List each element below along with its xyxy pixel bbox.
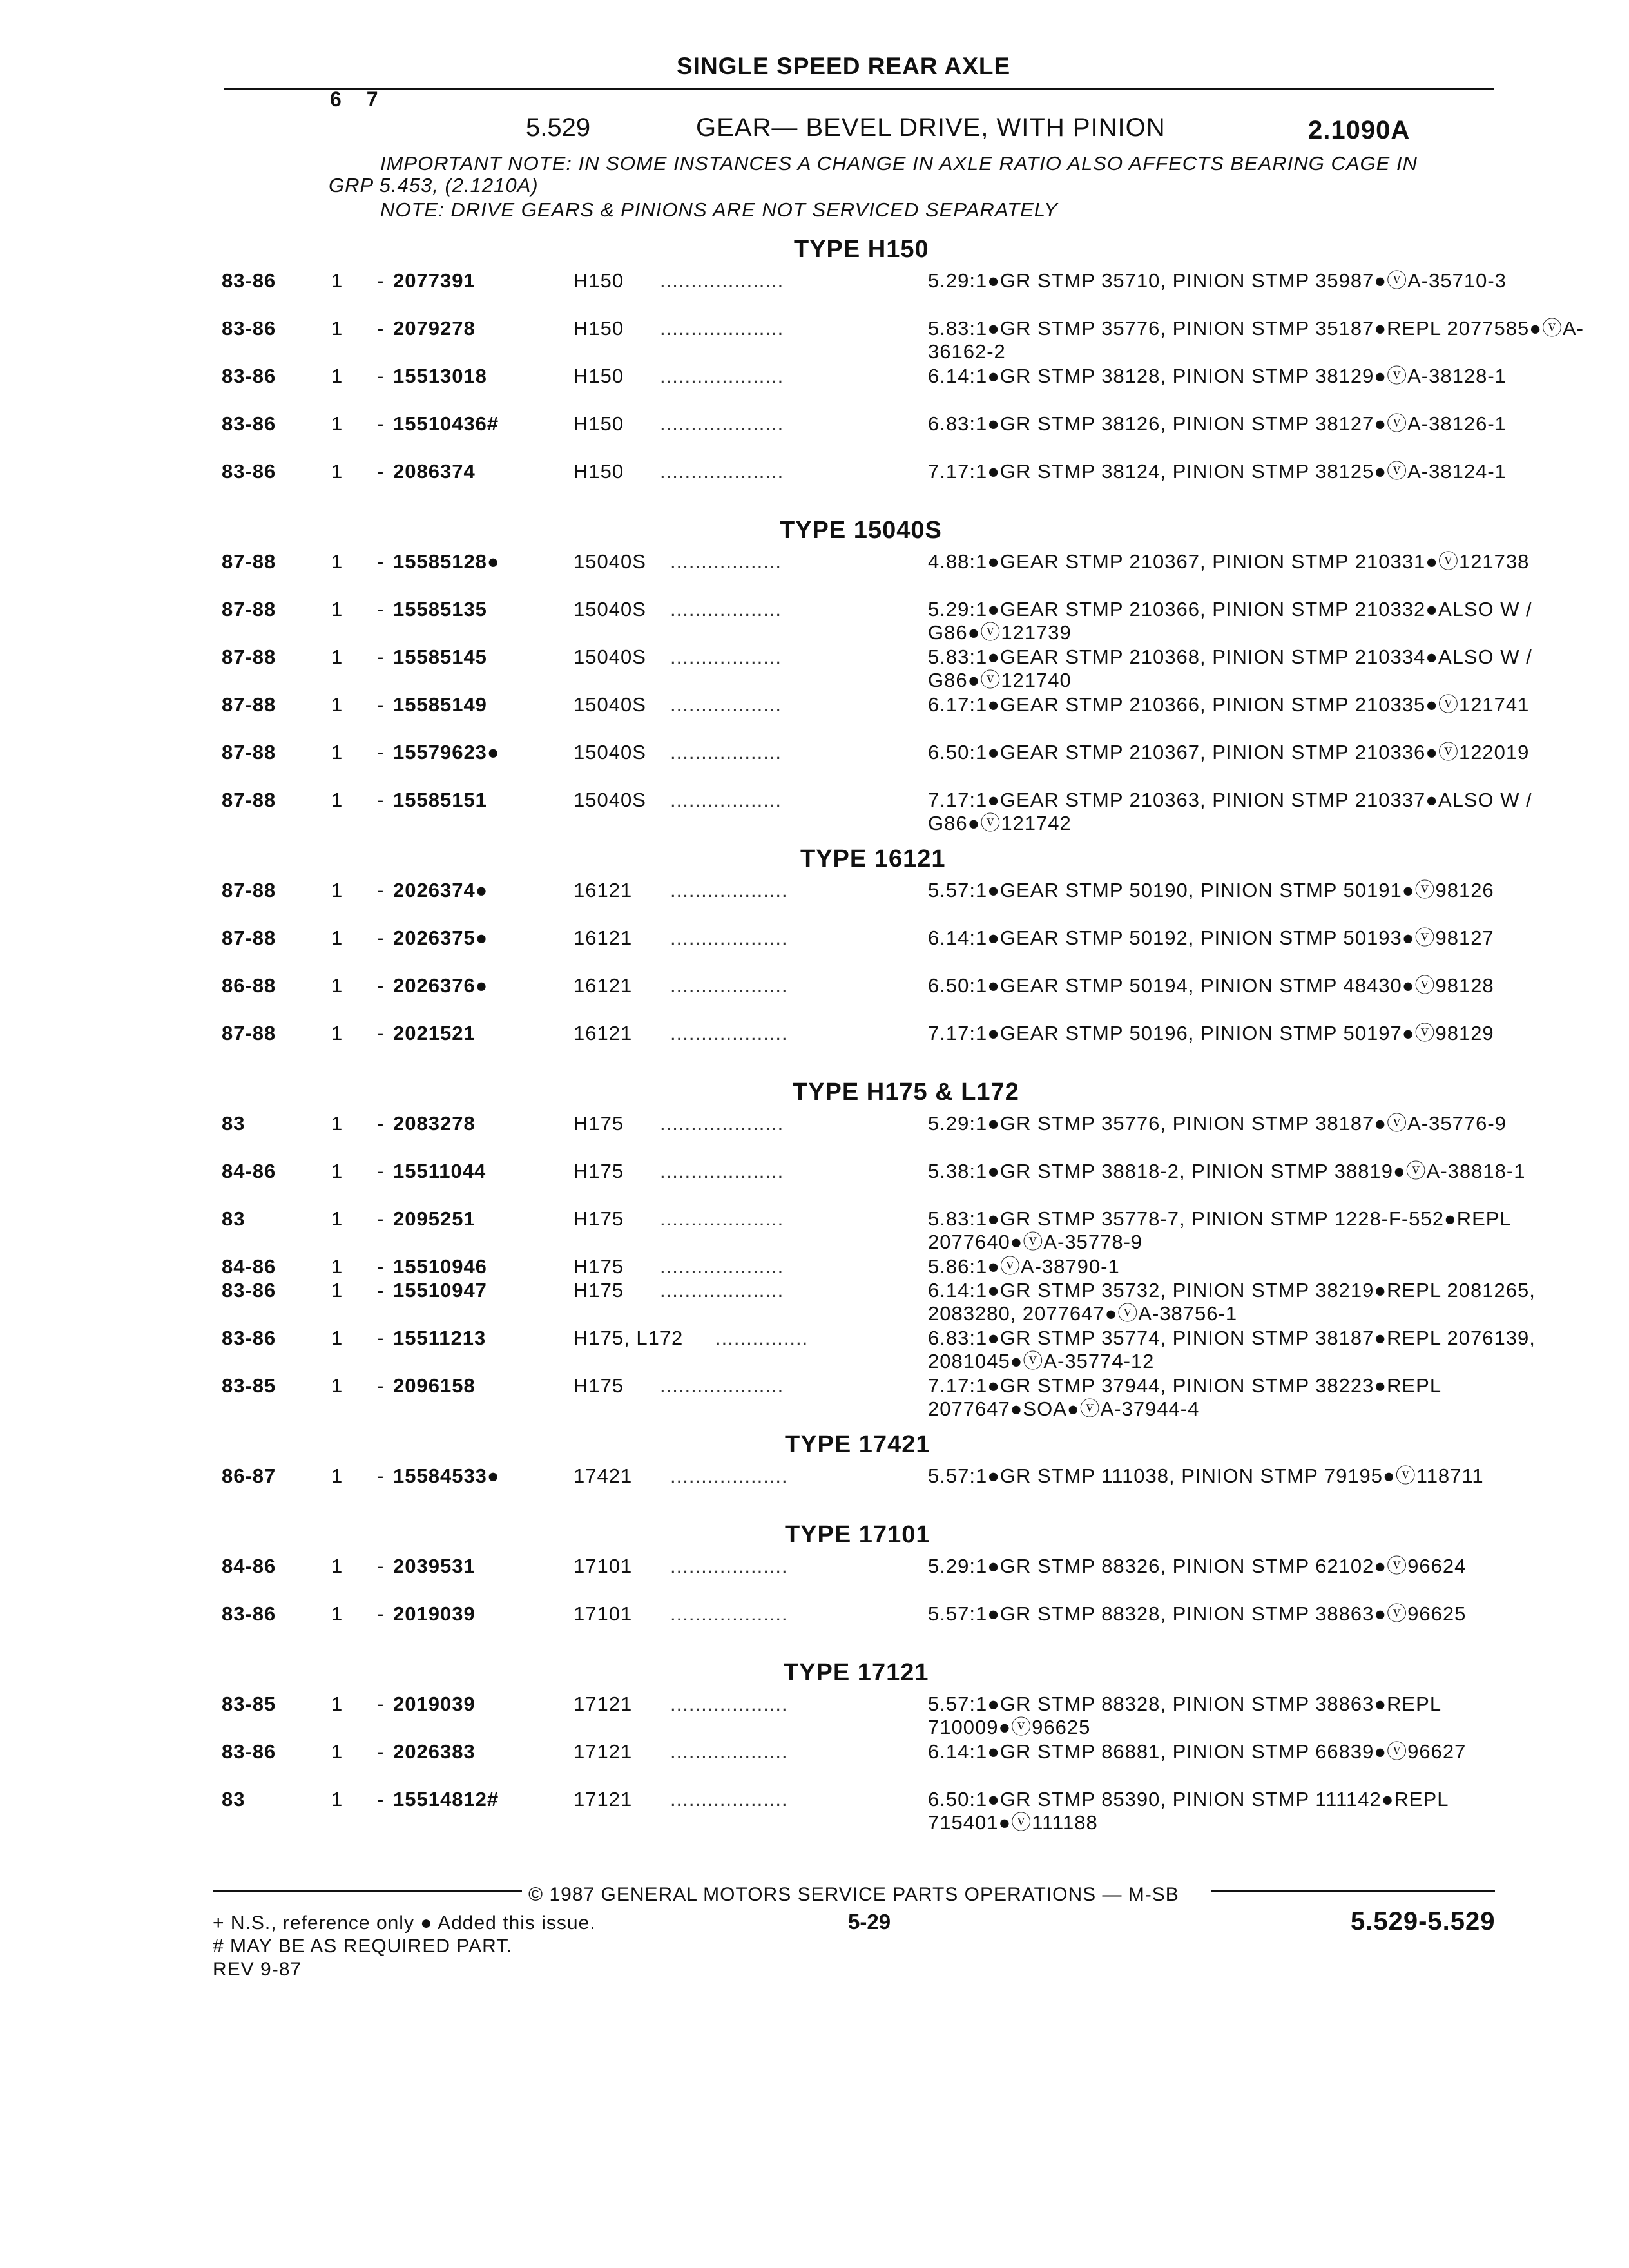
part-description: 6.17:1●GEAR STMP 210366, PINION STMP 210335●ⓥ121741: [928, 693, 1530, 716]
part-description: 6.83:1●GR STMP 35774, PINION STMP 38187●REPL 2076139, 2081045●ⓥA-35774-12: [928, 1327, 1536, 1372]
legend-as-required: # MAY BE AS REQUIRED PART.: [213, 1936, 513, 1957]
axle-model: 16121: [574, 879, 633, 901]
quantity: 1: [331, 1279, 343, 1302]
axle-model: H150: [574, 412, 624, 435]
axle-model: 16121: [574, 927, 633, 949]
quantity: 1: [331, 1555, 343, 1577]
quantity: 1: [331, 1602, 343, 1625]
part-number: 2026376●: [393, 974, 488, 997]
part-description: 5.83:1●GR STMP 35776, PINION STMP 35187●REPL 2077585●ⓥA-36162-2: [928, 317, 1584, 363]
parts-row: [0, 1022, 1629, 1070]
part-description: 5.29:1●GR STMP 35710, PINION STMP 35987●ⓥA-35710-3: [928, 269, 1507, 292]
axle-model: 16121: [574, 1022, 633, 1044]
leader-dots: ....................: [660, 1160, 784, 1182]
part-description: 5.57:1●GR STMP 88328, PINION STMP 38863●ⓥ96625: [928, 1602, 1467, 1625]
part-number: 15584533●: [393, 1465, 500, 1487]
part-number: 2086374: [393, 460, 476, 483]
quantity: 1: [331, 1740, 343, 1763]
quantity: 1: [331, 1207, 343, 1230]
leader-dots: ...................: [670, 1602, 788, 1625]
parts-row: [0, 269, 1629, 317]
part-number: 15585145: [393, 646, 487, 668]
model-years: 83-85: [222, 1693, 276, 1715]
parts-row: [0, 598, 1629, 646]
parts-row: [0, 412, 1629, 460]
part-number: 15585135: [393, 598, 487, 620]
parts-row: [0, 550, 1629, 598]
leader-dots: ...................: [670, 974, 788, 997]
axle-model: 17121: [574, 1788, 633, 1811]
quantity: 1: [331, 317, 343, 340]
model-years: 83-86: [222, 269, 276, 292]
quantity: 1: [331, 1374, 343, 1397]
part-number: 2077391: [393, 269, 476, 292]
part-description: 5.83:1●GR STMP 35778-7, PINION STMP 1228-F-552●REPL 2077640●ⓥA-35778-9: [928, 1207, 1511, 1253]
leader-dots: ..................: [670, 646, 782, 668]
model-years: 83: [222, 1207, 246, 1230]
part-number: 15513018: [393, 365, 487, 387]
quantity: 1: [331, 460, 343, 483]
part-description: 6.83:1●GR STMP 38126, PINION STMP 38127●ⓥA-38126-1: [928, 412, 1507, 435]
part-number: 2095251: [393, 1207, 476, 1230]
quantity: 1: [331, 550, 343, 573]
section-heading: TYPE 16121: [800, 845, 946, 872]
axle-model: H175: [574, 1255, 624, 1278]
separator-dash: -: [377, 1740, 385, 1763]
part-description: 5.29:1●GR STMP 88326, PINION STMP 62102●ⓥ96624: [928, 1555, 1467, 1577]
quantity: 1: [331, 1255, 343, 1278]
part-description: 7.17:1●GR STMP 38124, PINION STMP 38125●ⓥA-38124-1: [928, 460, 1507, 483]
leader-dots: ....................: [660, 412, 784, 435]
axle-model: 15040S: [574, 789, 646, 811]
axle-model: H175: [574, 1374, 624, 1397]
axle-model: H150: [574, 365, 624, 387]
parts-row: [0, 1207, 1629, 1255]
copyright-notice: © 1987 GENERAL MOTORS SERVICE PARTS OPERATIONS — M-SB: [528, 1884, 1179, 1905]
part-description: 6.50:1●GR STMP 85390, PINION STMP 111142●REPL 715401●ⓥ111188: [928, 1788, 1449, 1834]
parts-row: [0, 1160, 1629, 1207]
part-description: 5.57:1●GEAR STMP 50190, PINION STMP 50191●ⓥ98126: [928, 879, 1494, 901]
important-note-continued: GRP 5.453, (2.1210A): [329, 174, 539, 197]
part-number: 2019039: [393, 1602, 476, 1625]
model-years: 84-86: [222, 1555, 276, 1577]
footer-rule-right: [1211, 1890, 1495, 1892]
leader-dots: ....................: [660, 269, 784, 292]
leader-dots: ...............: [715, 1327, 809, 1349]
leader-dots: ....................: [660, 317, 784, 340]
separator-dash: -: [377, 1465, 385, 1487]
separator-dash: -: [377, 1788, 385, 1811]
part-description: 7.17:1●GEAR STMP 50196, PINION STMP 50197●ⓥ98129: [928, 1022, 1494, 1044]
parts-row: [0, 1555, 1629, 1602]
model-years: 83-86: [222, 1279, 276, 1302]
part-description: 6.14:1●GEAR STMP 50192, PINION STMP 50193●ⓥ98127: [928, 927, 1494, 949]
axle-model: 15040S: [574, 693, 646, 716]
part-description: 5.29:1●GEAR STMP 210366, PINION STMP 210332●ALSO W / G86●ⓥ121739: [928, 598, 1532, 644]
axle-model: 16121: [574, 974, 633, 997]
model-years: 87-88: [222, 879, 276, 901]
part-number: 15585149: [393, 693, 487, 716]
quantity: 1: [331, 1112, 343, 1135]
separator-dash: -: [377, 1160, 385, 1182]
model-years: 87-88: [222, 1022, 276, 1044]
separator-dash: -: [377, 412, 385, 435]
model-years: 83-86: [222, 1602, 276, 1625]
model-years: 87-88: [222, 646, 276, 668]
axle-model: H150: [574, 317, 624, 340]
part-description: 4.88:1●GEAR STMP 210367, PINION STMP 210331●ⓥ121738: [928, 550, 1530, 573]
axle-model: 15040S: [574, 550, 646, 573]
leader-dots: ....................: [660, 1279, 784, 1302]
part-description: 5.86:1●ⓥA-38790-1: [928, 1255, 1120, 1278]
quantity: 1: [331, 1160, 343, 1182]
part-description: 5.57:1●GR STMP 88328, PINION STMP 38863●REPL 710009●ⓥ96625: [928, 1693, 1441, 1738]
leader-dots: ....................: [660, 365, 784, 387]
model-years: 87-88: [222, 741, 276, 764]
group-code: 2.1090A: [1308, 116, 1411, 144]
model-years: 83-86: [222, 365, 276, 387]
leader-dots: ....................: [660, 1112, 784, 1135]
model-years: 84-86: [222, 1160, 276, 1182]
separator-dash: -: [377, 317, 385, 340]
leader-dots: ..................: [670, 598, 782, 620]
leader-dots: ....................: [660, 460, 784, 483]
parts-row: [0, 741, 1629, 789]
group-title: GEAR— BEVEL DRIVE, WITH PINION: [696, 113, 1166, 142]
part-description: 6.14:1●GR STMP 35732, PINION STMP 38219●REPL 2081265, 2083280, 2077647●ⓥA-38756-1: [928, 1279, 1536, 1325]
leader-dots: ..................: [670, 789, 782, 811]
axle-model: 17121: [574, 1740, 633, 1763]
header-rule: [224, 88, 1494, 90]
quantity: 1: [331, 741, 343, 764]
axle-model: H175: [574, 1207, 624, 1230]
part-description: 6.14:1●GR STMP 38128, PINION STMP 38129●ⓥA-38128-1: [928, 365, 1507, 387]
axle-model: 17121: [574, 1693, 633, 1715]
leader-dots: ...................: [670, 879, 788, 901]
part-number: 2026383: [393, 1740, 476, 1763]
revision-date: REV 9-87: [213, 1959, 302, 1980]
part-number: 2039531: [393, 1555, 476, 1577]
axle-model: 15040S: [574, 598, 646, 620]
quantity: 1: [331, 646, 343, 668]
parts-row: [0, 789, 1629, 836]
separator-dash: -: [377, 1279, 385, 1302]
quantity: 1: [331, 412, 343, 435]
separator-dash: -: [377, 598, 385, 620]
separator-dash: -: [377, 879, 385, 901]
footer-rule-left: [213, 1890, 522, 1892]
separator-dash: -: [377, 789, 385, 811]
separator-dash: -: [377, 269, 385, 292]
model-years: 83-86: [222, 412, 276, 435]
parts-row: [0, 879, 1629, 927]
parts-row: [0, 1279, 1629, 1327]
separator-dash: -: [377, 646, 385, 668]
part-number: 2026374●: [393, 879, 488, 901]
axle-model: H175: [574, 1160, 624, 1182]
model-years: 87-88: [222, 693, 276, 716]
model-years: 87-88: [222, 927, 276, 949]
leader-dots: ...................: [670, 1740, 788, 1763]
part-description: 5.57:1●GR STMP 111038, PINION STMP 79195●ⓥ118711: [928, 1465, 1484, 1487]
axle-model: H150: [574, 269, 624, 292]
page-title: SINGLE SPEED REAR AXLE: [677, 53, 1011, 79]
part-number: 15510947: [393, 1279, 487, 1302]
part-number: 15585151: [393, 789, 487, 811]
quantity: 1: [331, 1465, 343, 1487]
leader-dots: ..................: [670, 693, 782, 716]
part-description: 5.29:1●GR STMP 35776, PINION STMP 38187●ⓥA-35776-9: [928, 1112, 1507, 1135]
part-number: 2079278: [393, 317, 476, 340]
separator-dash: -: [377, 1555, 385, 1577]
model-years: 84-86: [222, 1255, 276, 1278]
leader-dots: ...................: [670, 1693, 788, 1715]
model-years: 83-86: [222, 1740, 276, 1763]
page-reference: 5.529-5.529: [1351, 1907, 1496, 1936]
leader-dots: ...................: [670, 1465, 788, 1487]
quantity: 1: [331, 879, 343, 901]
part-number: 2083278: [393, 1112, 476, 1135]
part-description: 5.38:1●GR STMP 38818-2, PINION STMP 38819●ⓥA-38818-1: [928, 1160, 1526, 1182]
axle-model: H175: [574, 1112, 624, 1135]
separator-dash: -: [377, 927, 385, 949]
leader-dots: ...................: [670, 1788, 788, 1811]
separator-dash: -: [377, 1022, 385, 1044]
axle-model: H175, L172: [574, 1327, 684, 1349]
axle-model: 15040S: [574, 646, 646, 668]
axle-model: 15040S: [574, 741, 646, 764]
important-note: IMPORTANT NOTE: IN SOME INSTANCES A CHANGE IN AXLE RATIO ALSO AFFECTS BEARING CAGE IN: [380, 152, 1418, 175]
leader-dots: ...................: [670, 1555, 788, 1577]
legend-reference: + N.S., reference only ● Added this issue.: [213, 1912, 596, 1934]
parts-row: [0, 1740, 1629, 1788]
parts-row: [0, 317, 1629, 365]
model-years: 87-88: [222, 598, 276, 620]
separator-dash: -: [377, 1693, 385, 1715]
parts-row: [0, 1374, 1629, 1422]
quantity: 1: [331, 1693, 343, 1715]
section-heading: TYPE 15040S: [780, 517, 942, 544]
axle-model: 17101: [574, 1555, 633, 1577]
quantity: 1: [331, 269, 343, 292]
parts-row: [0, 646, 1629, 693]
separator-dash: -: [377, 1207, 385, 1230]
quantity: 1: [331, 789, 343, 811]
part-number: 15579623●: [393, 741, 500, 764]
leader-dots: ..................: [670, 741, 782, 764]
separator-dash: -: [377, 1602, 385, 1625]
parts-row: [0, 927, 1629, 974]
service-note: NOTE: DRIVE GEARS & PINIONS ARE NOT SERVICED SEPARATELY: [380, 198, 1058, 221]
quantity: 1: [331, 1788, 343, 1811]
part-description: 5.83:1●GEAR STMP 210368, PINION STMP 210334●ALSO W / G86●ⓥ121740: [928, 646, 1532, 691]
separator-dash: -: [377, 741, 385, 764]
parts-row: [0, 693, 1629, 741]
separator-dash: -: [377, 365, 385, 387]
axle-model: H175: [574, 1279, 624, 1302]
column-numbers: 6 7: [330, 88, 378, 111]
part-number: 2026375●: [393, 927, 488, 949]
leader-dots: ....................: [660, 1255, 784, 1278]
quantity: 1: [331, 927, 343, 949]
part-number: 15510946: [393, 1255, 487, 1278]
leader-dots: ....................: [660, 1374, 784, 1397]
quantity: 1: [331, 974, 343, 997]
part-description: 7.17:1●GEAR STMP 210363, PINION STMP 210337●ALSO W / G86●ⓥ121742: [928, 789, 1532, 834]
part-number: 15514812#: [393, 1788, 499, 1811]
model-years: 87-88: [222, 789, 276, 811]
parts-row: [0, 1602, 1629, 1650]
separator-dash: -: [377, 1374, 385, 1397]
model-years: 86-87: [222, 1465, 276, 1487]
quantity: 1: [331, 598, 343, 620]
section-heading: TYPE H175 & L172: [793, 1079, 1019, 1106]
separator-dash: -: [377, 1327, 385, 1349]
axle-model: H150: [574, 460, 624, 483]
part-description: 6.50:1●GEAR STMP 50194, PINION STMP 48430●ⓥ98128: [928, 974, 1494, 997]
part-number: 15585128●: [393, 550, 500, 573]
model-years: 83: [222, 1788, 246, 1811]
separator-dash: -: [377, 460, 385, 483]
part-number: 2019039: [393, 1693, 476, 1715]
part-number: 2096158: [393, 1374, 476, 1397]
group-number: 5.529: [526, 113, 591, 142]
model-years: 86-88: [222, 974, 276, 997]
part-number: 15510436#: [393, 412, 499, 435]
parts-row: [0, 365, 1629, 412]
model-years: 83-86: [222, 317, 276, 340]
leader-dots: ...................: [670, 927, 788, 949]
separator-dash: -: [377, 1112, 385, 1135]
parts-row: [0, 1327, 1629, 1374]
section-heading: TYPE 17101: [785, 1521, 930, 1548]
quantity: 1: [331, 693, 343, 716]
section-heading: TYPE 17121: [784, 1659, 929, 1686]
parts-row: [0, 460, 1629, 508]
leader-dots: ...................: [670, 1022, 788, 1044]
part-number: 15511213: [393, 1327, 487, 1349]
leader-dots: ....................: [660, 1207, 784, 1230]
parts-row: [0, 1112, 1629, 1160]
parts-row: [0, 1465, 1629, 1512]
model-years: 83: [222, 1112, 246, 1135]
parts-row: [0, 974, 1629, 1022]
axle-model: 17101: [574, 1602, 633, 1625]
part-description: 7.17:1●GR STMP 37944, PINION STMP 38223●REPL 2077647●SOA●ⓥA-37944-4: [928, 1374, 1441, 1420]
separator-dash: -: [377, 1255, 385, 1278]
leader-dots: ..................: [670, 550, 782, 573]
quantity: 1: [331, 1327, 343, 1349]
parts-row: [0, 1693, 1629, 1740]
model-years: 83-86: [222, 1327, 276, 1349]
page-number: 5-29: [848, 1910, 891, 1934]
part-description: 6.50:1●GEAR STMP 210367, PINION STMP 210336●ⓥ122019: [928, 741, 1530, 764]
part-number: 15511044: [393, 1160, 487, 1182]
model-years: 83-85: [222, 1374, 276, 1397]
axle-model: 17421: [574, 1465, 633, 1487]
quantity: 1: [331, 365, 343, 387]
separator-dash: -: [377, 693, 385, 716]
model-years: 87-88: [222, 550, 276, 573]
part-number: 2021521: [393, 1022, 476, 1044]
section-heading: TYPE H150: [794, 236, 929, 263]
section-heading: TYPE 17421: [785, 1431, 930, 1458]
separator-dash: -: [377, 550, 385, 573]
separator-dash: -: [377, 974, 385, 997]
part-description: 6.14:1●GR STMP 86881, PINION STMP 66839●ⓥ96627: [928, 1740, 1467, 1763]
model-years: 83-86: [222, 460, 276, 483]
parts-row: [0, 1788, 1629, 1836]
quantity: 1: [331, 1022, 343, 1044]
